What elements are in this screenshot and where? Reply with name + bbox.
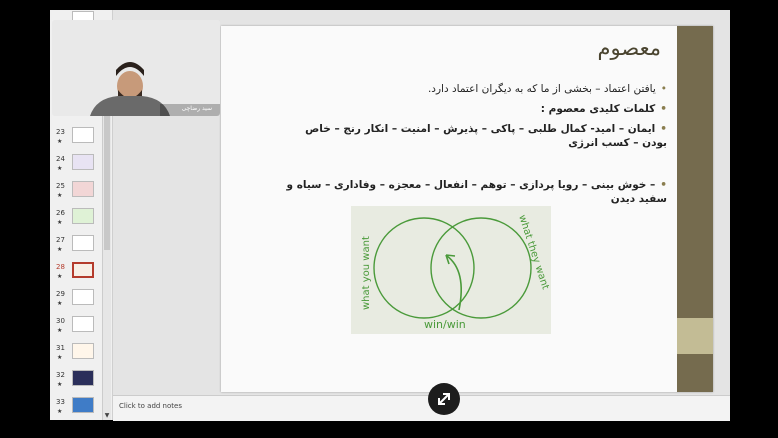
star-icon: ★ xyxy=(57,219,63,226)
notes-pane[interactable] xyxy=(113,395,730,421)
star-icon: ★ xyxy=(57,165,63,172)
bullet-item[interactable] xyxy=(277,82,667,96)
bullet-item[interactable] xyxy=(277,102,667,116)
star-icon: ★ xyxy=(57,327,63,334)
thumbnail-number: 23 xyxy=(56,128,65,136)
thumbnail-image xyxy=(72,370,94,386)
star-icon: ★ xyxy=(57,381,63,388)
thumbnail-scrollbar[interactable] xyxy=(102,70,111,420)
bullet-dot-icon: • xyxy=(660,83,667,95)
thumbnail-number: 32 xyxy=(56,371,65,379)
thumbnail-number: 29 xyxy=(56,290,65,298)
thumbnail-image xyxy=(72,262,94,278)
thumbnail-image xyxy=(72,316,94,332)
star-icon: ★ xyxy=(57,408,63,415)
thumbnail-number: 26 xyxy=(56,209,65,217)
slide-title[interactable]: معصوم xyxy=(597,36,661,60)
webcam-user-name: سید رضاچی xyxy=(181,105,212,112)
bullet-text: ایمان – امید- کمال طلبی – پاکی – پذیرش – امنیت – انکار رنج – خاص بودن – کسب انرژی xyxy=(305,123,667,149)
thumbnail-image xyxy=(72,154,94,170)
decorative-strip xyxy=(677,354,713,392)
thumbnail-image xyxy=(72,397,94,413)
slide-canvas[interactable] xyxy=(221,26,713,392)
thumbnail-image xyxy=(72,208,94,224)
expand-button[interactable] xyxy=(428,383,460,415)
thumbnail-number: 27 xyxy=(56,236,65,244)
bullet-text: یافتن اعتماد – بخشی از ما که به دیگران اعتماد دارد. xyxy=(427,83,656,95)
thumbnail-image xyxy=(72,127,94,143)
thumbnail-image xyxy=(72,289,94,305)
venn-right-label: what they want xyxy=(516,213,551,291)
thumbnail-number: 30 xyxy=(56,317,65,325)
thumbnail-image xyxy=(72,343,94,359)
bullet-item[interactable] xyxy=(277,178,667,206)
venn-diagram-image[interactable] xyxy=(351,206,551,334)
bullet-text: کلمات کلیدی معصوم : xyxy=(540,103,656,115)
scrollbar-thumb[interactable] xyxy=(104,110,110,250)
star-icon: ★ xyxy=(57,300,63,307)
notes-placeholder: Click to add notes xyxy=(119,402,182,410)
venn-left-label: what you want xyxy=(361,236,372,310)
star-icon: ★ xyxy=(57,246,63,253)
decorative-strip xyxy=(677,26,713,318)
thumbnail-number: 24 xyxy=(56,155,65,163)
bullet-dot-icon: • xyxy=(660,103,667,115)
thumbnail-image xyxy=(72,181,94,197)
webcam-overlay xyxy=(52,20,220,116)
star-icon: ★ xyxy=(57,138,63,145)
thumbnail-number: 33 xyxy=(56,398,65,406)
presenter-video xyxy=(52,20,220,116)
bullet-dot-icon: • xyxy=(660,123,667,135)
venn-diagram xyxy=(351,206,551,334)
bullet-dot-icon: • xyxy=(660,179,667,191)
star-icon: ★ xyxy=(57,354,63,361)
venn-right-circle xyxy=(431,218,531,318)
bullet-text: – خوش بینی – رویا پردازی – توهم – انفعال – معجزه – وفاداری – سیاه و سفید دیدن xyxy=(286,179,667,205)
star-icon: ★ xyxy=(57,192,63,199)
thumbnail-image xyxy=(72,235,94,251)
thumbnail-number: 25 xyxy=(56,182,65,190)
venn-center-label: win/win xyxy=(424,318,466,331)
thumbnail-number: 28 xyxy=(56,263,65,271)
thumbnail-number: 31 xyxy=(56,344,65,352)
scroll-down-arrow-icon[interactable]: ▼ xyxy=(104,412,110,419)
bullet-item[interactable] xyxy=(277,122,667,150)
decorative-strip xyxy=(677,318,713,354)
venn-left-circle xyxy=(374,218,474,318)
expand-icon xyxy=(428,383,460,415)
venn-arrow xyxy=(447,256,461,310)
star-icon: ★ xyxy=(57,273,63,280)
